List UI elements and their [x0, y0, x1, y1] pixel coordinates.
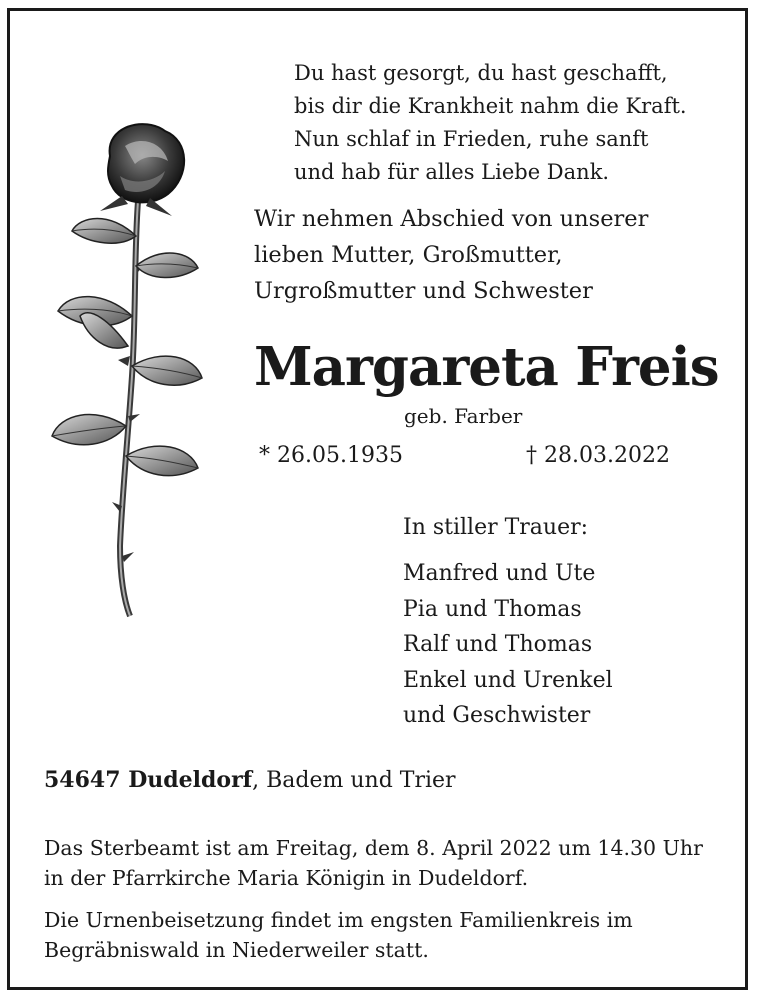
location-others: , Badem und Trier — [252, 768, 456, 793]
mourner: und Geschwister — [403, 703, 591, 728]
urn-line: Begräbniswald in Niederweiler statt. — [44, 938, 429, 962]
mourning-heading: In stiller Trauer: — [403, 515, 589, 540]
poem-line: und hab für alles Liebe Dank. — [294, 160, 610, 184]
urn-burial — [44, 905, 633, 965]
farewell-intro — [254, 201, 648, 309]
poem-line: Du hast gesorgt, du hast geschafft, — [294, 61, 668, 85]
service-line: in der Pfarrkirche Maria Königin in Dudeldorf. — [44, 866, 529, 890]
deceased-name: Margareta Freis — [254, 336, 719, 398]
intro-line: Wir nehmen Abschied von unserer — [254, 206, 649, 232]
intro-line: lieben Mutter, Großmutter, — [254, 242, 563, 268]
mourner: Ralf und Thomas — [403, 632, 593, 657]
death-date: † 28.03.2022 — [526, 443, 670, 468]
rose-icon — [50, 116, 230, 626]
intro-line: Urgroßmutter und Schwester — [254, 278, 593, 304]
birth-date: * 26.05.1935 — [259, 443, 403, 468]
maiden-name: geb. Farber — [404, 404, 523, 428]
poem-line: bis dir die Krankheit nahm die Kraft. — [294, 94, 687, 118]
mourner: Enkel und Urenkel — [403, 667, 613, 693]
poem-line: Nun schlaf in Frieden, ruhe sanft — [294, 127, 649, 151]
mourner: Manfred und Ute — [403, 561, 596, 586]
mourner: Pia und Thomas — [403, 596, 582, 622]
urn-line: Die Urnenbeisetzung findet im engsten Familienkreis im — [44, 908, 633, 932]
obituary-frame — [7, 8, 748, 990]
poem — [294, 57, 687, 189]
location — [44, 765, 456, 796]
location-town: 54647 Dudeldorf — [44, 767, 253, 793]
mourners-list — [403, 556, 613, 734]
funeral-service — [44, 833, 703, 893]
service-line: Das Sterbeamt ist am Freitag, dem 8. April 2022 um 14.30 Uhr — [44, 836, 703, 860]
